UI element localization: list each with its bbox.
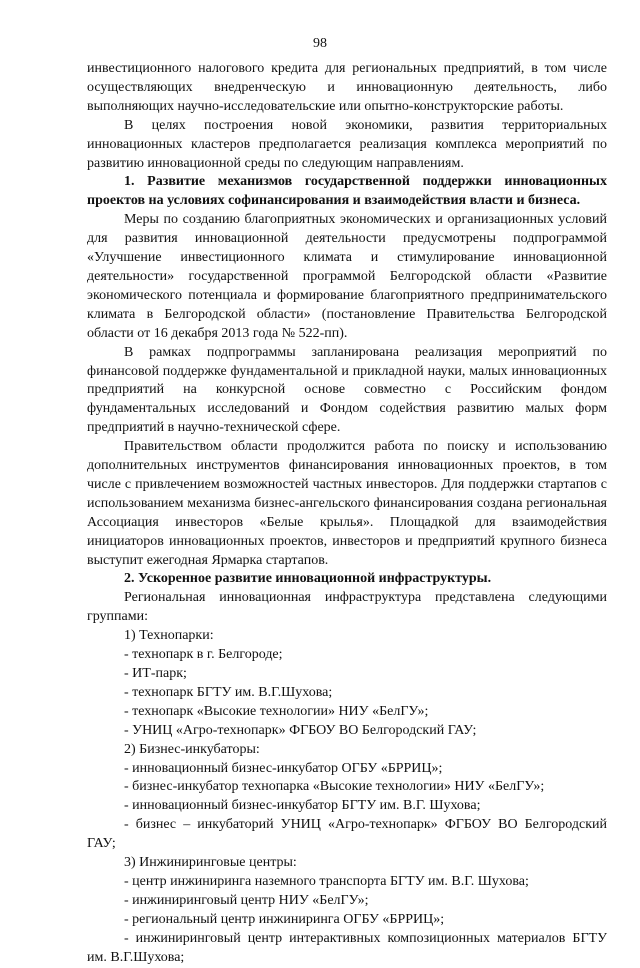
paragraph-continuation: инвестиционного налогового кредита для региональных предприятий, в том числе осуществляющих внедренческую и инновационную деятельность, либо выполняющих научно-исследовательские или опытно-конструкторские работы.: [87, 61, 607, 114]
list-group-title-incubators: 2) Бизнес-инкубаторы:: [124, 741, 260, 757]
list-item: - технопарк «Высокие технологии» НИУ «БелГУ»;: [124, 703, 429, 719]
list-item: - региональный центр инжиниринга ОГБУ «БРРИЦ»;: [124, 911, 445, 927]
list-group-title-engineering-centers: 3) Инжиниринговые центры:: [124, 855, 297, 871]
list-item: - инжиниринговый центр интерактивных композиционных материалов БГТУ им. В.Г.Шухова;: [87, 930, 607, 965]
page-body: [87, 60, 607, 968]
list-item: - центр инжиниринга наземного транспорта БГТУ им. В.Г. Шухова;: [124, 873, 529, 889]
list-item: - инновационный бизнес-инкубатор БГТУ им. В.Г. Шухова;: [124, 798, 481, 814]
list-item: - УНИЦ «Агро-технопарк» ФГБОУ ВО Белгородский ГАУ;: [124, 722, 477, 738]
paragraph-new-economy: В целях построения новой экономики, развития территориальных инновационных кластеров предполагается реализация комплекса мероприятий по развитию инновационной среды по следующим направлениям.: [87, 117, 607, 171]
list-item: - бизнес – инкубаторий УНИЦ «Агро-технопарк» ФГБОУ ВО Белгородский ГАУ;: [87, 817, 607, 852]
list-group-title-technoparks: 1) Технопарки:: [124, 628, 214, 644]
page-number: 98: [313, 36, 327, 51]
paragraph-government-work: Правительством области продолжится работа по поиску и использованию дополнительных инструментов финансирования инновационных проектов, в том числе с привлечением возможностей частных инвесторов. Для поддержки стартапов с использованием механизма бизнес-ангельского финансирования создана региональная Ассоциация инвесторов «Белые крылья». Площадкой для взаимодействия инициаторов инновационных проектов, инвесторов и предприятий крупного бизнеса выступит ежегодная Ярмарка стартапов.: [87, 439, 607, 568]
list-item: - инновационный бизнес-инкубатор ОГБУ «БРРИЦ»;: [124, 760, 443, 776]
section-heading-2: 2. Ускоренное развитие инновационной инфраструктуры.: [124, 571, 492, 587]
section-heading-1: 1. Развитие механизмов государственной поддержки инновационных проектов на условиях софинансирования и взаимодействия власти и бизнеса.: [87, 174, 607, 209]
list-item: - технопарк БГТУ им. В.Г.Шухова;: [124, 684, 333, 700]
paragraph-subprogram: В рамках подпрограммы запланирована реализация мероприятий по финансовой поддержке фундаментальной и прикладной науки, малых инновационных предприятий на конкурсной основе совместно с Российским фондом фундаментальных исследований и Фондом содействия развитию малых форм предприятий в научно-технической сфере.: [87, 344, 607, 436]
list-item: - ИТ-парк;: [124, 666, 187, 681]
list-item: - бизнес-инкубатор технопарка «Высокие технологии» НИУ «БелГУ»;: [124, 779, 545, 795]
paragraph-support-measures: Меры по созданию благоприятных экономических и организационных условий для развития инновационной деятельности предусмотрены подпрограммой «Улучшение инвестиционного климата и стимулирование инновационной деятельности» государственной программой Белгородской области «Развитие экономического потенциала и формирование благоприятного предпринимательского климата в Белгородской области» (постановление Правительства Белгородской области от 16 декабря 2013 года № 522-пп).: [87, 212, 607, 341]
list-item: - инжиниринговый центр НИУ «БелГУ»;: [124, 892, 369, 908]
list-item: - технопарк в г. Белгороде;: [124, 647, 283, 663]
paragraph-infrastructure-intro: Региональная инновационная инфраструктура представлена следующими группами:: [87, 590, 607, 625]
